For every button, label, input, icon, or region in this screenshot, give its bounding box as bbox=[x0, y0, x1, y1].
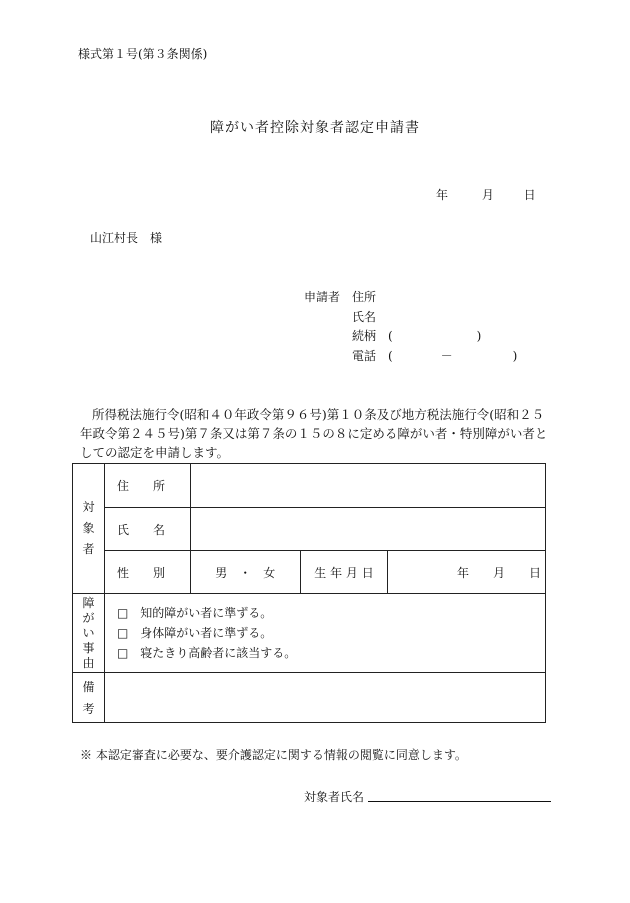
reason-bedridden-checkbox[interactable]: □ 寝たきり高齢者に該当する。 bbox=[116, 646, 297, 660]
addressee: 山江村長 様 bbox=[90, 231, 163, 245]
subject-table bbox=[72, 463, 546, 723]
gender-label: 性 別 bbox=[104, 551, 190, 594]
applicant-address-label: 住所 bbox=[352, 290, 377, 304]
remarks-label: 備 考 bbox=[73, 673, 105, 723]
address-field[interactable] bbox=[190, 464, 545, 508]
application-statement: 所得税法施行令(昭和４０年政令第９６号)第１０条及び地方税法施行令(昭和２５年政令第２４５号)第７条又は第７条の１５の８に定める障がい者・特別障がい者としての認定を申請します。 bbox=[80, 407, 548, 460]
reason-options bbox=[104, 594, 545, 673]
birthdate-field[interactable]: 年 月 日 bbox=[388, 551, 546, 594]
form-number: 様式第１号(第３条関係) bbox=[78, 47, 208, 61]
date-day: 日 bbox=[523, 188, 536, 202]
date-month: 月 bbox=[481, 188, 494, 202]
applicant-name-label: 氏名 bbox=[352, 310, 377, 324]
name-label: 氏 名 bbox=[104, 508, 190, 551]
signature-line[interactable] bbox=[368, 801, 551, 802]
reason-intellectual-checkbox[interactable]: □ 知的障がい者に準ずる。 bbox=[116, 606, 273, 620]
gender-options[interactable]: 男 ・ 女 bbox=[190, 551, 300, 594]
name-field[interactable] bbox=[190, 508, 545, 551]
applicant-label: 申請者 bbox=[304, 290, 341, 304]
date-year: 年 bbox=[436, 188, 449, 202]
document-title: 障がい者控除対象者認定申請書 bbox=[210, 120, 420, 136]
reason-label: 障 が い 事 由 bbox=[73, 594, 105, 673]
reason-physical-checkbox[interactable]: □ 身体障がい者に準ずる。 bbox=[116, 626, 273, 640]
applicant-phone-label: 電話 ( － ) bbox=[352, 349, 518, 363]
date-line bbox=[436, 186, 536, 203]
address-label: 住 所 bbox=[104, 464, 190, 508]
applicant-relation-label: 続柄 ( ) bbox=[352, 329, 482, 343]
subject-label: 対 象 者 bbox=[73, 464, 105, 594]
remarks-field[interactable] bbox=[104, 673, 545, 723]
birthdate-label: 生 年 月 日 bbox=[300, 551, 388, 594]
consent-note: ※ 本認定審査に必要な、要介護認定に関する情報の閲覧に同意します。 bbox=[80, 748, 467, 762]
signature-label: 対象者氏名 bbox=[304, 790, 365, 804]
